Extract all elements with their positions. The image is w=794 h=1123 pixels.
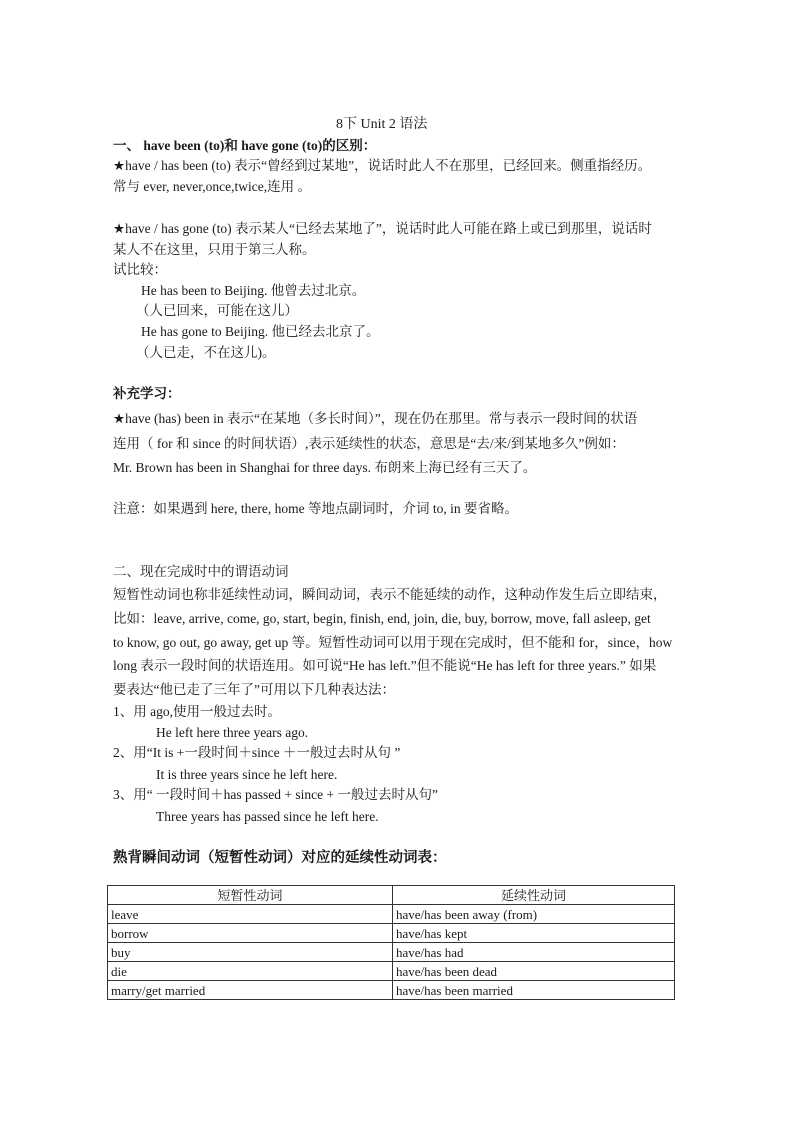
verb-table-heading: 熟背瞬间动词（短暂性动词）对应的延续性动词表： bbox=[113, 850, 447, 866]
method-2: 2、用“It is +一段时间＋since ＋一般过去时从句 ” bbox=[113, 745, 401, 760]
table-cell: have/has been married bbox=[393, 981, 675, 1000]
method-1-example: He left here three years ago. bbox=[156, 725, 309, 740]
section2-heading: 二、现在完成时中的谓语动词 bbox=[113, 564, 289, 579]
compare-label: 试比较： bbox=[113, 262, 167, 277]
table-cell: have/has been away (from) bbox=[393, 905, 675, 924]
supplement-line1: ★have (has) been in 表示“在某地（多长时间）”，现在仍在那里。常与表示一段时间的状语 bbox=[113, 411, 638, 426]
section1-heading: 一、 have been (to)和 have gone (to)的区别： bbox=[113, 138, 377, 153]
table-cell: buy bbox=[108, 943, 393, 962]
table-cell: have/has had bbox=[393, 943, 675, 962]
supplement-line2: 连用（ for 和 since 的时间状语）,表示延续性的状态，意思是“去/来/到某地多久”例如： bbox=[113, 436, 625, 451]
method-2-example: It is three years since he left here. bbox=[156, 767, 338, 782]
supplement-heading: 补充学习： bbox=[113, 386, 181, 401]
table-cell: borrow bbox=[108, 924, 393, 943]
table-cell: die bbox=[108, 962, 393, 981]
table-row bbox=[108, 924, 675, 943]
section1-para1-line1: ★have / has been (to) 表示“曾经到过某地”，说话时此人不在那里，已经回来。侧重指经历。 bbox=[113, 158, 652, 173]
table-cell: have/has kept bbox=[393, 924, 675, 943]
method-1: 1、用 ago,使用一般过去时。 bbox=[113, 704, 281, 719]
table-header-cell: 短暂性动词 bbox=[108, 886, 393, 905]
section1-para1-line2: 常与 ever, never,once,twice,连用 。 bbox=[113, 179, 311, 194]
section1-para2-line1: ★have / has gone (to) 表示某人“已经去某地了”，说话时此人可能在路上或已到那里，说话时 bbox=[113, 221, 652, 236]
example-2: He has gone to Beijing. 他已经去北京了。 bbox=[141, 324, 380, 339]
table-row bbox=[108, 905, 675, 924]
example-1: He has been to Beijing. 他曾去过北京。 bbox=[141, 283, 366, 298]
section2-line5: 要表达“他已走了三年了”可用以下几种表达法： bbox=[113, 682, 395, 697]
table-cell: leave bbox=[108, 905, 393, 924]
table-header-cell: 延续性动词 bbox=[393, 886, 675, 905]
example-2-note: （人已走，不在这儿)。 bbox=[136, 345, 276, 360]
section2-line1: 短暂性动词也称非延续性动词，瞬间动词，表示不能延续的动作，这种动作发生后立即结束， bbox=[113, 587, 667, 602]
verb-table bbox=[107, 885, 675, 1000]
supplement-line3: Mr. Brown has been in Shanghai for three days. 布朗来上海已经有三天了。 bbox=[113, 460, 537, 475]
table-row bbox=[108, 962, 675, 981]
section2-line3: to know, go out, go away, get up 等。短暂性动词可以用于现在完成时，但不能和 for，since，how bbox=[113, 635, 673, 650]
table-cell: have/has been dead bbox=[393, 962, 675, 981]
method-3: 3、用“ 一段时间＋has passed + since + 一般过去时从句” bbox=[113, 787, 438, 802]
table-row bbox=[108, 943, 675, 962]
method-3-example: Three years has passed since he left here. bbox=[156, 809, 379, 824]
example-1-note: （人已回来，可能在这儿） bbox=[136, 303, 298, 318]
page-title: 8下 Unit 2 语法 bbox=[336, 117, 428, 132]
section2-line4: long 表示一段时间的状语连用。如可说“He has left.”但不能说“He has left for three years.” 如果 bbox=[113, 658, 657, 673]
section1-para2-line2: 某人不在这里，只用于第三人称。 bbox=[113, 242, 316, 257]
note-line: 注意：如果遇到 here, there, home 等地点副词时，介词 to, in 要省略。 bbox=[113, 501, 518, 516]
table-header-row bbox=[108, 886, 675, 905]
table-row bbox=[108, 981, 675, 1000]
table-cell: marry/get married bbox=[108, 981, 393, 1000]
section2-line2: 比如：leave, arrive, come, go, start, begin, finish, end, join, die, buy, borrow, move, fall asleep, get bbox=[113, 611, 651, 626]
